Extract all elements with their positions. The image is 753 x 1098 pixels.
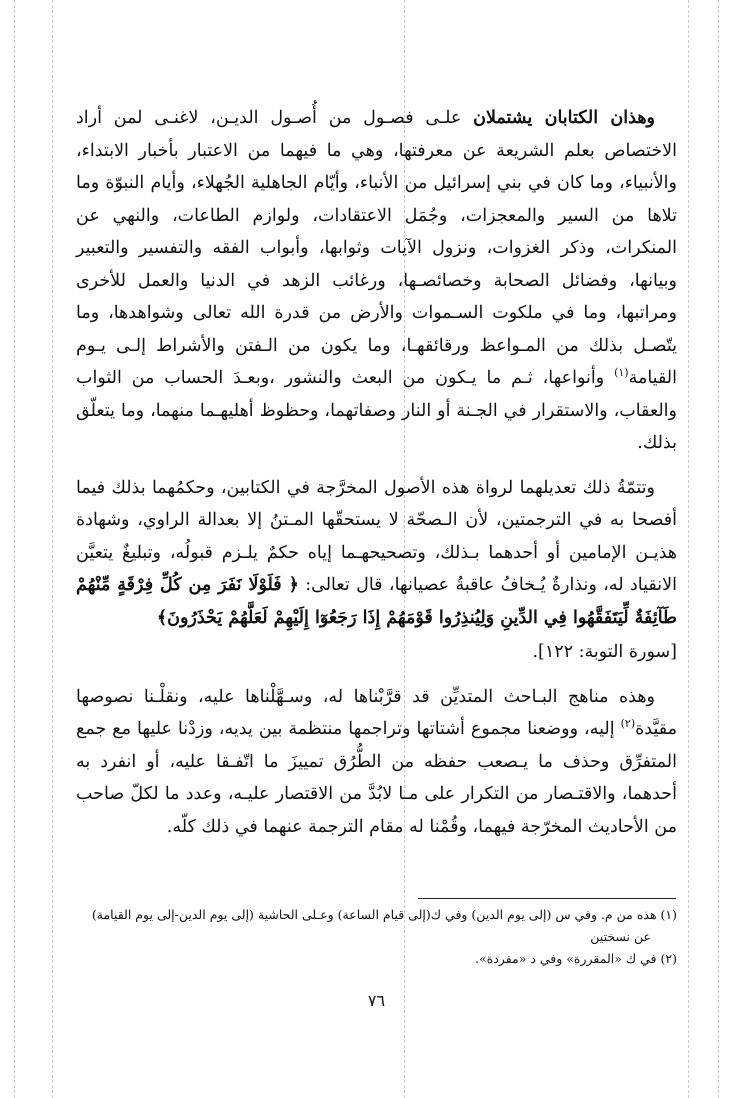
page-number: ٧٦ [367, 991, 386, 1010]
paragraph-text: إليه، ووضعنا مجموع أشتاتها وتراجمها منتظمة بين يديه، وزدْنا عليها مع جمع المتفرِّق وحذف ما يـصعب حفظه من الطُّرُق تمييزَ ما اتّفـقا عليه، أو انفرد به أحدهما، والاقتـصار من التكرار على مـا لابُدَّ من الاقتصار عليـه، وعدد ما لكلّ صاحب من الأحاديث المخرّجة فيهما، وقُمْنا له مقام الترجمة عنهما في ذلك كلّه. [76, 719, 677, 837]
paragraph-text: وتتمّةُ ذلك تعديلهما لرواة هذه الأصول المخرَّجة في الكتابين، وحكمُهما بذلك فيما أفصحا به في الترجمتين، لأن الـصحّة لا يستحقّها المـتنُ إلا بعدالة الراوي، وشهادة هذيـن الإمامين أو أحدهما بـذلك، وتصحيحهـما إياه حكمٌ يلـزم قبولُه، وتبليغٌ يتعيَّن الانقياد له، ونذارةٌ يُـخافُ عاقبةُ عصيانها، قال تعالى: [76, 477, 677, 595]
footnote-1: (١) هذه من م. وفي س (إلى يوم الدين) وفي ك(إلى قيام الساعة) وعـلى الحاشية (إلى يوم الدين-إلى يوم القيامة) [91, 907, 677, 922]
main-text [76, 102, 677, 855]
margin-guide-line [14, 0, 15, 1098]
footnote-marker: (١) [614, 366, 629, 380]
verse-reference: [سورة التوبة: ١٢٢]. [532, 642, 677, 662]
lead-phrase: وهذان الكتابان يشتملان [473, 108, 656, 128]
paragraph-2 [76, 472, 677, 635]
footnotes [76, 904, 677, 970]
footnote-2: (٢) في ك «المقررة» وفي د «مفردة». [475, 951, 677, 966]
paragraph-3 [76, 681, 677, 844]
paragraph-1 [76, 102, 677, 460]
footnote-1-continuation: عن نسختين [590, 929, 651, 944]
paragraph-text: علـى فصـول من أُصـول الديـن، لاغنـى لمن أراد الاختصاص بعلم الشريعة عن معرفتها، وهي ما فيهما من الاعتبار بأخبار الابتداء، والأنبياء، وما كان في بني إسرائيل من الأنباء، وأيّام الجاهلية الجُهلاء، وأيام النبوّة وما تلاها من السير والمعجزات، وجُمَل الاعتقادات، ولوازم الطاعات، والنهي عن المنكرات، وذكر الغزوات، ونزول الآيات وثوابها، وأبواب الفقه والتفسير والتعبير وبيانها، وفضائل الصحابة وخصائصـها، ورغائب الزهد في الدنيا والعمل للأخرى ومراتبها، وما في ملكوت السـموات والأرض من قدرة الله تعالى وشواهدها، وما يتّصـل بذلك من المـواعظ ورقائقهـا، وما يكون من الـفتن والأشراط إلـى يـوم القيامة [76, 108, 677, 388]
margin-guide-line [688, 0, 689, 1098]
footnote-marker: (٢) [620, 717, 636, 731]
margin-guide-line [52, 0, 53, 1098]
paragraph-text: وهذه مناهج البـاحث المتديِّن قد قرَّبْناها له، وسـهَّلْناها عليه، ونقلْـنا نصوصها مقيَّدة [76, 686, 677, 739]
paragraph-text: وأنواعها، ثـم ما يـكون من البعث والنشور ،وبعـدَ الحساب من الثواب والعقاب، والاستقرار في الجـنة أو النار وصفاتهما، وحظوظ أهليهـما منهما، وما يتعلّق بذلك. [76, 368, 677, 453]
quran-verse: ﴿ فَلَوْلَا نَفَرَ مِن كُلِّ فِرْقَةٍ مِّنْهُمْ طَآئِفَةٌ لِّيَتَفَقَّهُوا فِي الدِّينِ وَلِيُنذِرُوا قَوْمَهُمْ إِذَا رَجَعُوٓا إِلَيْهِمْ لَعَلَّهُمْ يَحْذَرُونَ﴾ [76, 575, 677, 628]
margin-guide-line [718, 0, 719, 1098]
footnote-separator [418, 898, 676, 899]
